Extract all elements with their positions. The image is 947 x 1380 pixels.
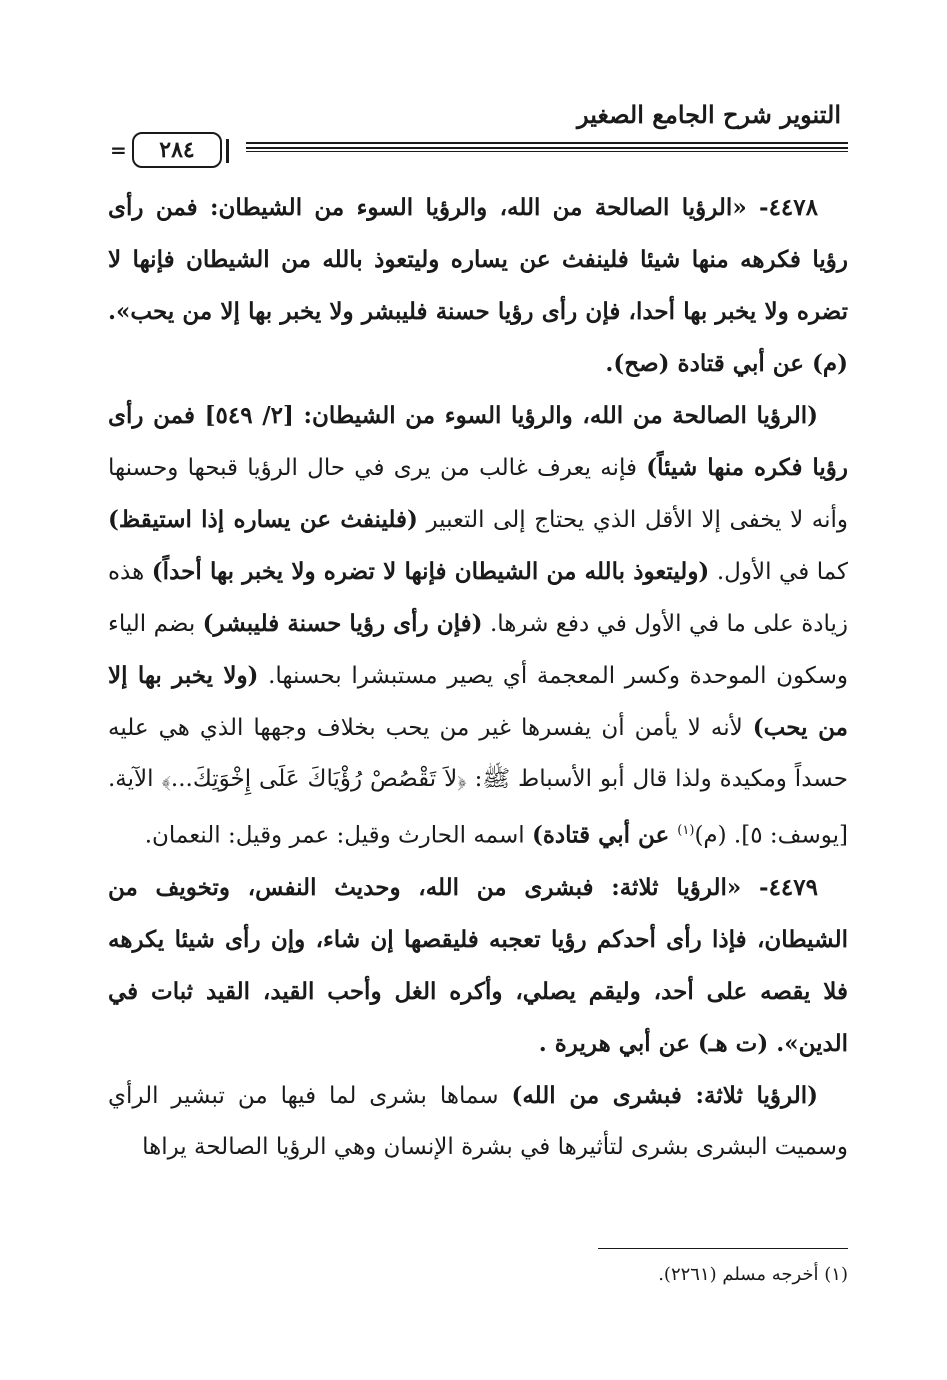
text-segment: فإنه يعرف غالب من يرى في حال الرؤيا قبحها وحسنها وأنه لا يخفى إلا الأقل الذي يحتاج إلى التعبير bbox=[108, 455, 848, 533]
text-segment: سماها بشرى لما فيها من تبشير الرأي وسميت البشرى بشرى لتأثيرها في بشرة الإنسان وهي الرؤيا الصالحة يراها bbox=[108, 1082, 848, 1160]
body-text bbox=[108, 182, 848, 1173]
page-number-box bbox=[132, 132, 222, 168]
text-segment: كما في الأول. bbox=[709, 559, 848, 585]
rule-line bbox=[246, 151, 848, 152]
bold-segment: (الرؤيا ثلاثة: فبشرى من الله) bbox=[511, 1081, 818, 1109]
rule-line bbox=[246, 147, 848, 149]
paragraph-c4478 bbox=[108, 390, 848, 862]
paragraph-h4479 bbox=[108, 862, 848, 1070]
bold-segment: ٤٤٧٨- «الرؤيا الصالحة من الله، والرؤيا السوء من الشيطان: فمن رأى رؤيا فكرهه منها شيئا فلينفث عن يساره وليتعوذ بالله من الشيطان فإنها لا تضره ولا يخبر بها أحدا، فإن رأى رؤيا حسنة فليبشر ولا يخبر بها إلا من يحب». (م) عن أبي قتادة (صح). bbox=[108, 194, 848, 377]
text-segment: اسمه الحارث وقيل: عمر وقيل: النعمان. bbox=[144, 822, 532, 849]
text-segment: لأنه لا يأمن أن يفسرها غير من يحب بخلاف وجهها الذي هي عليه حسداً ومكيدة ولذا قال أبو الأسباط ﷺ: ﴿لاَ تَقْصُصْ رُؤْيَاكَ عَلَى إِخْوَتِكَ...﴾ الآية. [يوسف: ٥]. (م) bbox=[108, 715, 848, 849]
footnote-rule bbox=[598, 1248, 848, 1249]
page-number-bar bbox=[226, 139, 229, 163]
header-rule bbox=[96, 136, 848, 176]
footnote-ref: (١) bbox=[677, 823, 695, 838]
bold-segment: (فلينفث عن يساره إذا استيقظ) bbox=[108, 506, 418, 533]
bold-segment: (وليتعوذ بالله من الشيطان فإنها لا تضره ولا يخبر بها أحداً) bbox=[151, 558, 710, 585]
running-title: التنوير شرح الجامع الصغير bbox=[577, 100, 841, 129]
bold-segment: (الرؤيا الصالحة من الله، والرؤيا السوء من الشيطان: [٢/ ٥٤٩] فمن رأى رؤيا فكره منها شيئاً) bbox=[108, 402, 849, 481]
bold-segment: (فإن رأى رؤيا حسنة فليبشر) bbox=[202, 610, 483, 637]
paragraph-h4478 bbox=[108, 182, 848, 390]
paragraph-c4479 bbox=[108, 1070, 848, 1173]
text-segment: هذه زيادة على ما في الأول في دفع شرها. bbox=[108, 559, 848, 637]
page-number: ٢٨٤ bbox=[159, 137, 195, 163]
text-segment: بضم الياء وسكون الموحدة وكسر المعجمة أي يصير مستبشرا بحسنها. bbox=[108, 611, 848, 689]
footnote: (١) أخرجه مسلم (٢٢٦١). bbox=[658, 1264, 848, 1285]
bold-segment: ٤٤٧٩- «الرؤيا ثلاثة: فبشرى من الله، وحديث النفس، وتخويف من الشيطان، فإذا رأى أحدكم رؤيا تعجبه فليقصها إن شاء، وإن رأى شيئا يكرهه فلا يقصه على أحد، وليقم يصلي، وأكره الغل وأحب القيد، القيد ثبات في الدين». (ت هـ) عن أبي هريرة . bbox=[108, 873, 848, 1057]
rule-line bbox=[246, 142, 848, 144]
bold-segment: (ولا يخبر بها إلا من يحب) bbox=[108, 662, 848, 741]
header-eq-mark: = bbox=[110, 138, 127, 162]
bold-segment: عن أبي قتادة) bbox=[531, 821, 678, 849]
